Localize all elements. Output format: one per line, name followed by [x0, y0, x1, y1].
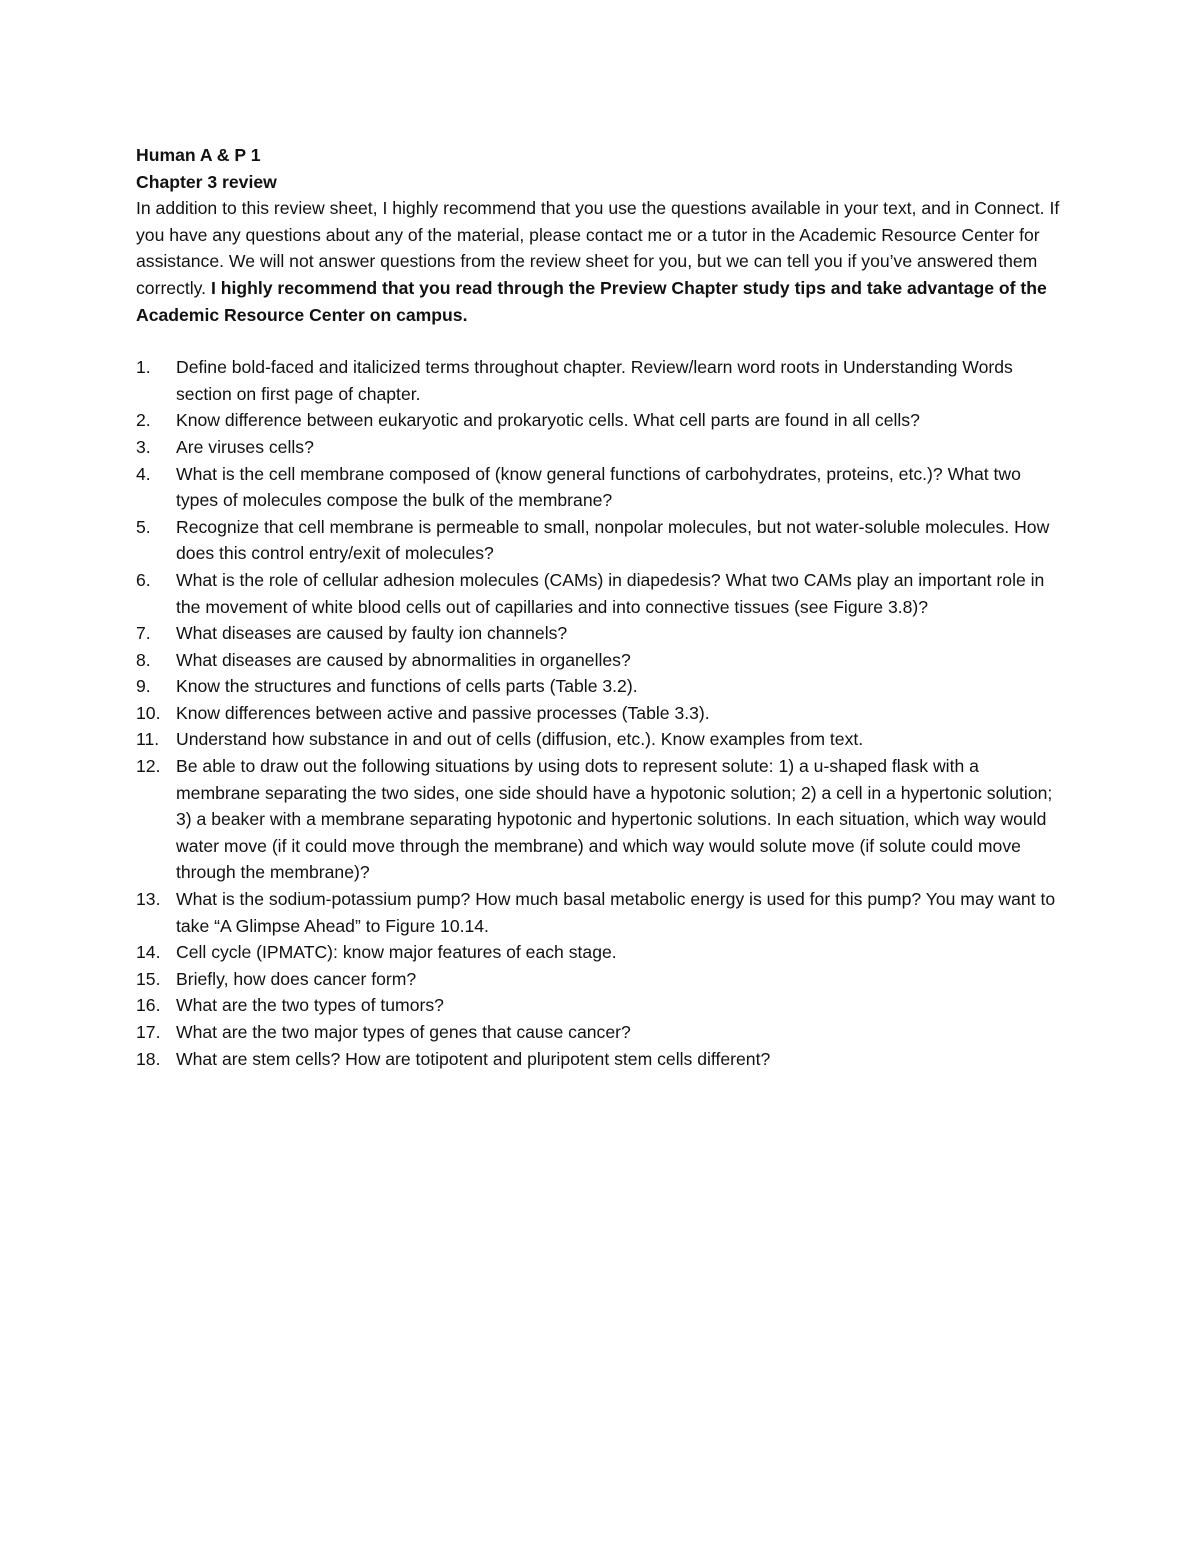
review-question-item	[136, 886, 1066, 939]
question-text: What diseases are caused by abnormalities in organelles?	[176, 649, 631, 670]
question-text: Are viruses cells?	[176, 436, 314, 457]
question-text: What are the two major types of genes that cause cancer?	[176, 1022, 631, 1042]
question-text: What is the sodium-potassium pump? How much basal metabolic energy is used for this pump? You may want to take “A Glimpse Ahead” to Figure 10.14.	[176, 889, 1056, 936]
question-text: Know difference between eukaryotic and prokaryotic cells. What cell parts are found in all cells?	[176, 410, 920, 431]
intro-text: In addition to this review sheet, I highly recommend that you use the questions available in your text, and in Connect. If you have any questions about any of the material, please contact me or a tutor in the Academic Resource Center for assistance. We will not answer questions from the review sheet for you, but we can tell you if you’ve answered them correctly.	[136, 198, 1060, 298]
question-text: Know differences between active and passive processes (Table 3.3).	[176, 702, 710, 723]
question-number: 11.	[136, 729, 160, 750]
intro-paragraph	[136, 195, 1066, 328]
question-number: 4.	[136, 463, 151, 484]
intro-bold-recommendation: I highly recommend that you read through the Preview Chapter study tips and take advantage of the Academic Resource Center on campus.	[136, 277, 1047, 325]
question-number: 3.	[136, 436, 151, 457]
review-question-item	[136, 992, 1066, 1019]
review-question-item	[136, 514, 1066, 567]
review-question-item	[136, 354, 1066, 407]
question-number: 6.	[136, 569, 151, 590]
question-text: What are the two types of tumors?	[176, 995, 444, 1016]
review-question-item	[136, 567, 1066, 620]
question-number: 5.	[136, 516, 151, 537]
question-text: Cell cycle (IPMATC): know major features of each stage.	[176, 942, 617, 963]
review-question-item	[136, 753, 1066, 886]
review-question-list	[136, 354, 1066, 1072]
question-number: 18.	[136, 1048, 161, 1069]
review-question-item	[136, 407, 1066, 434]
question-number: 17.	[136, 1022, 161, 1042]
review-question-item	[136, 966, 1066, 993]
question-text: What are stem cells? How are totipotent and pluripotent stem cells different?	[176, 1048, 771, 1069]
review-question-item	[136, 647, 1066, 674]
question-number: 14.	[136, 942, 161, 963]
question-number: 10.	[136, 702, 161, 723]
question-text: Recognize that cell membrane is permeable to small, nonpolar molecules, but not water-soluble molecules. How does this control entry/exit of molecules?	[176, 516, 1050, 564]
question-text: Know the structures and functions of cells parts (Table 3.2).	[176, 676, 638, 697]
question-number: 9.	[136, 676, 151, 697]
review-question-item	[136, 939, 1066, 966]
review-question-item	[136, 461, 1066, 514]
question-text: Be able to draw out the following situations by using dots to represent solute: 1) a u-shaped flask with a membrane separating the two sides, one side should have a hypotonic solution; 2) a cell in a hypertonic solution; 3) a beaker with a membrane separating hypotonic and hypertonic solutions. In each situation, which way would water move (if it could move through the membrane) and which way would solute move (if solute could move through the membrane)?	[176, 756, 1053, 883]
review-question-item	[136, 673, 1066, 700]
question-number: 2.	[136, 410, 151, 431]
question-number: 12.	[136, 756, 161, 777]
review-question-item	[136, 700, 1066, 727]
review-question-item	[136, 1019, 1066, 1046]
question-number: 15.	[136, 968, 161, 989]
review-question-item	[136, 726, 1066, 753]
question-text: Define bold-faced and italicized terms throughout chapter. Review/learn word roots in Understanding Words section on first page of chapter.	[176, 357, 1013, 404]
review-question-item	[136, 1046, 1066, 1073]
course-title: Human A & P 1	[136, 145, 261, 165]
question-number: 7.	[136, 623, 151, 644]
question-text: Briefly, how does cancer form?	[176, 968, 417, 989]
question-number: 1.	[136, 357, 151, 378]
question-number: 13.	[136, 889, 161, 910]
question-number: 16.	[136, 995, 161, 1016]
review-question-item	[136, 434, 1066, 461]
question-text: What diseases are caused by faulty ion channels?	[176, 623, 568, 644]
review-question-item	[136, 620, 1066, 647]
review-sheet-page	[136, 142, 1066, 1072]
question-text: What is the role of cellular adhesion molecules (CAMs) in diapedesis? What two CAMs play an important role in the movement of white blood cells out of capillaries and into connective tissues (see Figure 3.8)?	[176, 569, 1045, 617]
chapter-subtitle: Chapter 3 review	[136, 171, 277, 192]
question-text: Understand how substance in and out of cells (diffusion, etc.). Know examples from text.	[176, 729, 864, 750]
question-text: What is the cell membrane composed of (know general functions of carbohydrates, proteins, etc.)? What two types of molecules compose the bulk of the membrane?	[176, 463, 1021, 511]
question-number: 8.	[136, 649, 151, 670]
